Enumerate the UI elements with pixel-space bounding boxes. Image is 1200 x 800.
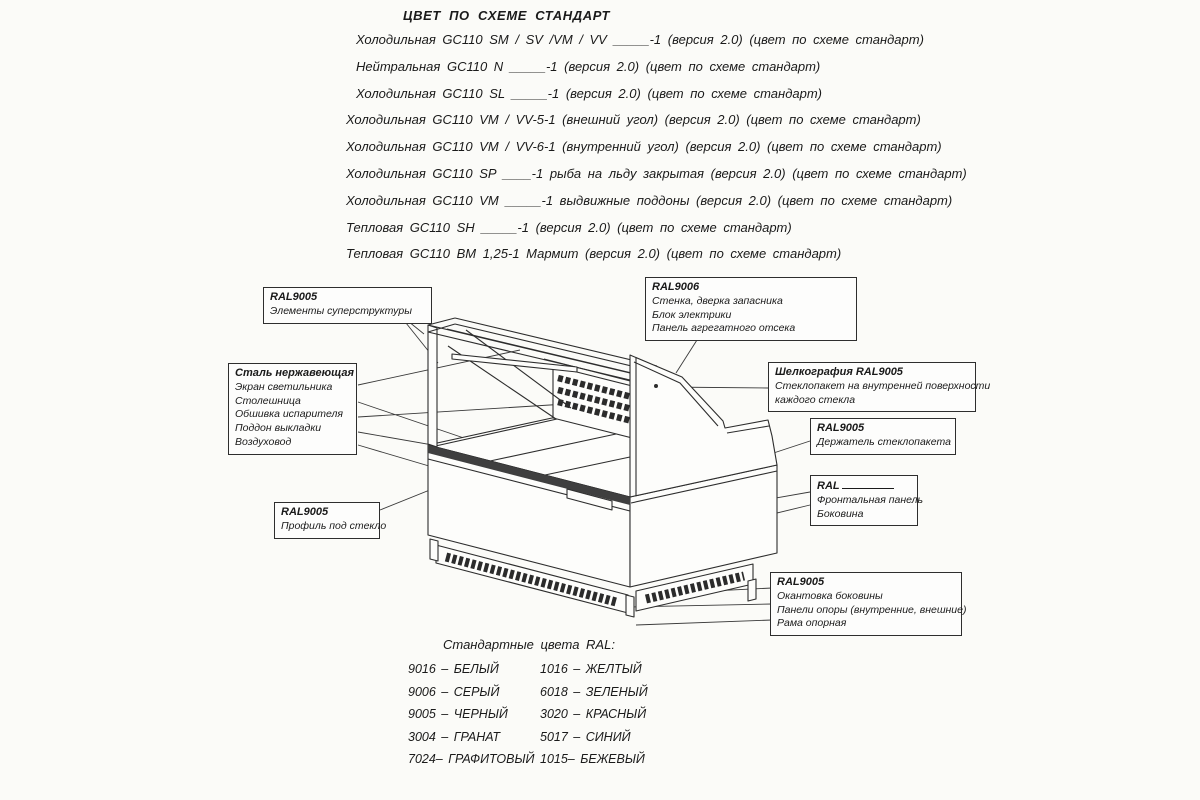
callout-line: Столешница (235, 394, 301, 407)
callout-line: каждого стекла (775, 393, 856, 406)
page-title: ЦВЕТ ПО СХЕМЕ СТАНДАРТ (403, 8, 611, 23)
callout-ral-code: RAL9005 (270, 291, 318, 303)
corner-post (428, 325, 437, 447)
ral-color-row: 9016 – БЕЛЫЙ (408, 662, 499, 676)
callout-silkscreen (768, 362, 991, 412)
callout-line: Профиль под стекло (281, 519, 387, 532)
callout-line: Рама опорная (777, 617, 847, 630)
model-line: Нейтральная GC110 N _____-1 (версия 2.0) (цвет по схеме стандарт) (356, 58, 821, 74)
callout-line: Стеклопакет на внутренней поверхности (775, 379, 991, 392)
callout-ral-code (817, 479, 911, 494)
callout-line: Воздуховод (235, 435, 292, 448)
ral-color-row: 3004 – ГРАНАТ (408, 729, 500, 744)
support-foot-middle (626, 595, 634, 617)
model-line: Холодильная GC110 SP ____-1 рыба на льду закрытая (версия 2.0) (цвет по схеме стандарт) (346, 165, 967, 181)
ral-table-title: Стандартные цвета RAL: (443, 637, 615, 652)
callout-ral-code: RAL9005 (281, 506, 329, 518)
callout-line: Панели опоры (внутренние, внешние) (777, 603, 967, 616)
callout-ral-code: RAL9005 (817, 422, 865, 434)
callout-line: Экран светильника (235, 380, 333, 393)
leader-compartment (676, 340, 697, 373)
callout-line: Элементы суперструктуры (270, 304, 413, 317)
callout-line: Окантовка боковины (777, 589, 883, 602)
model-line: Тепловая GC110 SH _____-1 (версия 2.0) (цвет по схеме стандарт) (346, 219, 792, 235)
callout-base-edging (770, 572, 967, 636)
callout-line: Блок электрики (652, 308, 732, 321)
model-line: Тепловая GC110 ВМ 1,25-1 Мармит (версия 2.0) (цвет по схеме стандарт) (346, 246, 842, 262)
callout-ral-code: Шелкография RAL9005 (775, 366, 903, 378)
callout-ral-code: RAL9006 (652, 281, 700, 293)
callout-glass-profile (274, 502, 387, 539)
callout-front-side-panels (810, 475, 924, 526)
ral-color-row: 9005 – ЧЕРНЫЙ (408, 707, 508, 722)
ral-color-row: 1015– БЕЖЕВЫЙ (540, 752, 645, 767)
ral-color-row: 1016 – ЖЕЛТЫЙ (540, 662, 642, 676)
callout-header: Сталь нержавеющая (235, 367, 354, 379)
callout-compartment (645, 277, 857, 341)
callout-superstructure (263, 287, 432, 324)
callout-line: Поддон выкладки (235, 422, 322, 435)
callout-line: Фронтальная панель (817, 493, 924, 506)
callout-line: Обшивка испарителя (235, 408, 343, 421)
callout-line: Держатель стеклопакета (817, 435, 951, 448)
ral-color-row: 6018 – ЗЕЛЕНЫЙ (540, 684, 648, 699)
callout-line: Боковина (817, 507, 864, 520)
callout-ral-code: RAL9005 (777, 576, 825, 588)
model-line: Холодильная GC110 VM / VV-6-1 (внутренний угол) (версия 2.0) (цвет по схеме стандарт) (346, 139, 942, 155)
end-wall-rivet (654, 384, 658, 388)
callout-line: Панель агрегатного отсека (652, 322, 796, 335)
model-line: Холодильная GC110 SL _____-1 (версия 2.0) (цвет по схеме стандарт) (356, 85, 822, 101)
callout-glass-holder (810, 418, 956, 455)
support-foot-right (748, 579, 756, 601)
model-line: Холодильная GC110 VM / VV-5-1 (внешний угол) (версия 2.0) (цвет по схеме стандарт) (346, 112, 921, 128)
model-line: Холодильная GC110 VM _____-1 выдвижные поддоны (версия 2.0) (цвет по схеме стандарт) (346, 192, 953, 208)
ral-color-row: 3020 – КРАСНЫЙ (540, 707, 647, 722)
support-foot-left (430, 539, 438, 561)
ral-color-row: 5017 – СИНИЙ (540, 729, 631, 744)
callout-line: Стенка, дверка запасника (652, 294, 783, 307)
ral-code-text: RAL (817, 480, 840, 492)
ral-color-row: 9006 – СЕРЫЙ (408, 684, 500, 699)
ral-color-row: 7024– ГРАФИТОВЫЙ (408, 752, 535, 767)
ral-blank-line (842, 479, 894, 489)
model-line: Холодильная GC110 SM / SV /VM / VV _____-1 (версия 2.0) (цвет по схеме стандарт) (356, 32, 924, 47)
callout-steel (228, 363, 357, 455)
